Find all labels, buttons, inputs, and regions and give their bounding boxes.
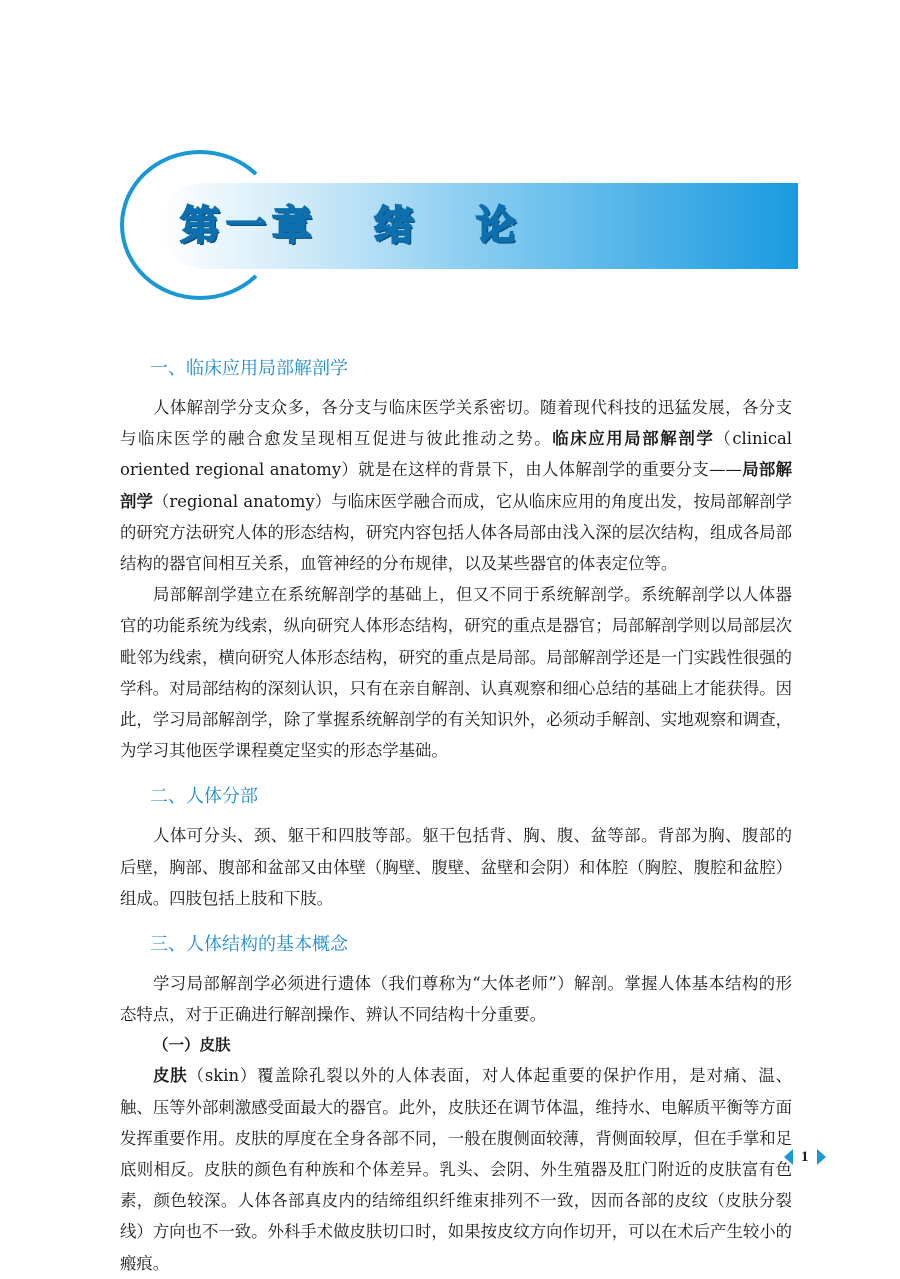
text-run: （regional anatomy）与临床医学融合而成，它从临床应用的角度出发，按局部解剖学的研究方法研究人体的形态结构，研究内容包括人体各局部由浅入深的层次结构，组成各局部结构的器官间相互关系，血管神经的分布规律，以及某些器官的体表定位等。	[120, 491, 793, 574]
section-heading-basic-concepts: 三、人体结构的基本概念	[150, 934, 348, 956]
triangle-left-icon	[784, 1149, 793, 1165]
chapter-title	[180, 194, 522, 258]
chapter-title-number: 第一章	[180, 203, 318, 249]
paragraph	[120, 1060, 792, 1278]
text-run: （skin）覆盖除孔裂以外的人体表面，对人体起重要的保护作用，是对痛、温、触、压等外部刺激感受面最大的器官。此外，皮肤还在调节体温，维持水、电解质平衡等方面发挥重要作用。皮肤的厚度在全身各部不同，一般在腹侧面较薄，背侧面较厚，但在手掌和足底则相反。皮肤的颜色有种族和个体差异。乳头、会阴、外生殖器及肛门附近的皮肤富有色素，颜色较深。人体各部真皮内的结缔组织纤维束排列不一致，因而各部的皮纹（皮肤分裂线）方向也不一致。外科手术做皮肤切口时，如果按皮纹方向作切开，可以在术后产生较小的瘢痕。	[120, 1066, 793, 1273]
section-heading-body-regions: 二、人体分部	[150, 786, 258, 808]
paragraph	[120, 392, 792, 579]
text-run: （clinical oriented regional anatomy）就是在这样的背景下，由人体解剖学的重要分支——	[120, 429, 793, 480]
chapter-banner	[120, 150, 800, 300]
paragraph: 人体可分头、颈、躯干和四肢等部。躯干包括背、胸、腹、盆等部。背部为胸、腹部的后壁，胸部、腹部和盆部又由体壁（胸壁、腹壁、盆壁和会阴）和体腔（胸腔、腹腔和盆腔）组成。四肢包括上肢和下肢。	[120, 826, 793, 908]
paragraph: 局部解剖学建立在系统解剖学的基础上，但又不同于系统解剖学。系统解剖学以人体器官的功能系统为线索，纵向研究人体形态结构，研究的重点是器官；局部解剖学则以局部层次毗邻为线索，横向研究人体形态结构，研究的重点是局部。局部解剖学还是一门实践性很强的学科。对局部结构的深刻认识，只有在亲自解剖、认真观察和细心总结的基础上才能获得。因此，学习局部解剖学，除了掌握系统解剖学的有关知识外，必须动手解剖、实地观察和调查，为学习其他医学课程奠定坚实的形态学基础。	[120, 585, 793, 761]
page-number	[784, 1146, 826, 1168]
paragraph: 学习局部解剖学必须进行遗体（我们尊称为“大体老师”）解剖。掌握人体基本结构的形态特点，对于正确进行解剖操作、辨认不同结构十分重要。	[120, 974, 792, 1025]
subsection-heading-skin: （一）皮肤	[153, 1036, 231, 1055]
page-content	[120, 350, 792, 1279]
term-bold: 局部解剖学	[120, 460, 793, 511]
chapter-title-char2: 论	[476, 203, 522, 249]
chapter-title-char1: 绪	[374, 203, 420, 249]
term-bold: 临床应用局部解剖学	[552, 429, 715, 449]
section-heading-clinical-regional-anatomy: 一、临床应用局部解剖学	[150, 358, 348, 379]
triangle-right-icon	[817, 1149, 826, 1165]
page-number-value: 1	[801, 1148, 809, 1165]
text-run: 人体解剖学分支众多，各分支与临床医学关系密切。随着现代科技的迅猛发展，各分支与临床医学的融合愈发呈现相互促进与彼此推动之势。	[120, 398, 792, 449]
term-bold: 皮肤	[153, 1066, 188, 1086]
